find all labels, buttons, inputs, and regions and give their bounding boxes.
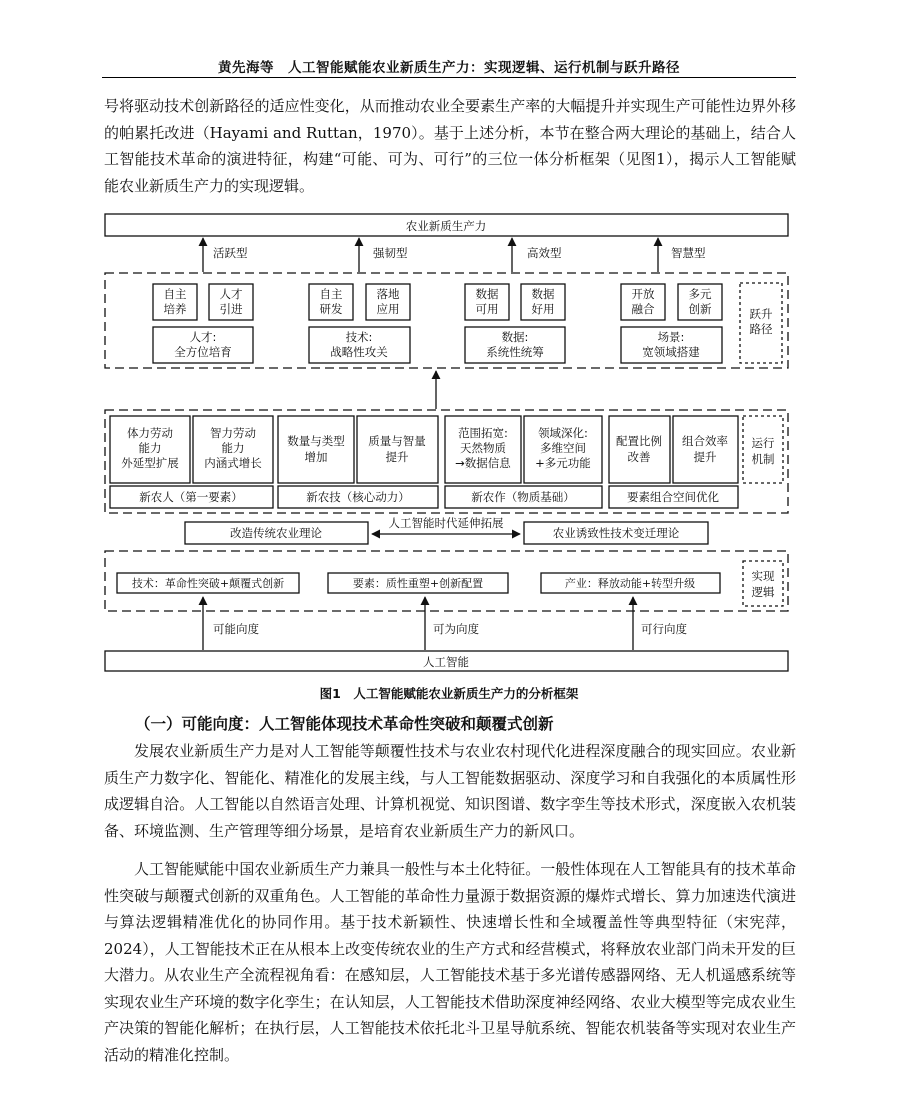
section-heading: （一）可能向度：人工智能体现技术革命性突破和颠覆式创新 bbox=[135, 715, 554, 733]
type-2: 强韧型 bbox=[373, 246, 408, 260]
svg-text:人工智能时代延伸拓展: 人工智能时代延伸拓展 bbox=[388, 516, 504, 530]
svg-text:要素组合空间优化: 要素组合空间优化 bbox=[627, 490, 719, 504]
svg-text:范围拓宽:: 范围拓宽: bbox=[458, 426, 508, 440]
svg-text:农业诱致性技术变迁理论: 农业诱致性技术变迁理论 bbox=[552, 526, 680, 540]
svg-text:数量与类型: 数量与类型 bbox=[287, 434, 345, 448]
svg-text:融合: 融合 bbox=[631, 302, 655, 316]
svg-text:新农人（第一要素）: 新农人（第一要素） bbox=[139, 490, 243, 504]
svg-text:可用: 可用 bbox=[475, 302, 499, 316]
svg-text:能力: 能力 bbox=[221, 441, 245, 455]
svg-text:跃升: 跃升 bbox=[749, 307, 773, 321]
svg-text:宽领域搭建: 宽领域搭建 bbox=[642, 345, 700, 359]
svg-text:要素：质性重塑+创新配置: 要素：质性重塑+创新配置 bbox=[352, 577, 484, 590]
intro-paragraph: 号将驱动技术创新路径的适应性变化，从而推动农业全要素生产率的大幅提升并实现生产可能性边界外移的帕累托改进（Hayami and Ruttan，1970）。基于上述分析，本节在整合两大理论的基础上，结合人工智能技术革命的演进特征，构建“可能、可为、可行”的三位一体分析框架（见图1），揭示人工智能赋能农业新质生产力的实现逻辑。 bbox=[104, 97, 796, 195]
figure-caption: 图1 人工智能赋能农业新质生产力的分析框架 bbox=[319, 686, 579, 701]
svg-text:研发: 研发 bbox=[319, 302, 343, 316]
top-box-label: 农业新质生产力 bbox=[405, 219, 487, 233]
svg-text:运行: 运行 bbox=[751, 436, 775, 450]
running-header: 黄先海等 人工智能赋能农业新质生产力：实现逻辑、运行机制与跃升路径 bbox=[218, 60, 680, 76]
svg-text:开放: 开放 bbox=[631, 287, 655, 301]
svg-text:技术:: 技术: bbox=[345, 330, 373, 344]
svg-text:外延型扩展: 外延型扩展 bbox=[121, 456, 179, 470]
svg-text:战略性攻关: 战略性攻关 bbox=[330, 345, 388, 359]
svg-text:可为向度: 可为向度 bbox=[433, 622, 479, 636]
svg-text:内涵式增长: 内涵式增长 bbox=[204, 456, 262, 470]
svg-text:实现: 实现 bbox=[751, 569, 775, 583]
svg-text:领域深化:: 领域深化: bbox=[538, 426, 588, 440]
svg-text:能力: 能力 bbox=[138, 441, 162, 455]
type-4: 智慧型 bbox=[671, 246, 706, 260]
svg-text:新农作（物质基础）: 新农作（物质基础） bbox=[471, 490, 575, 504]
svg-text:好用: 好用 bbox=[531, 302, 555, 316]
svg-text:多元: 多元 bbox=[688, 287, 712, 301]
body-paragraph-2: 人工智能赋能中国农业新质生产力兼具一般性与本土化特征。一般性体现在人工智能具有的技术革命性突破与颠覆式创新的双重角色。人工智能的革命性力量源于数据资源的爆炸式增长、算力加速迭代演进与算法逻辑精准优化的协同作用。基于技术新颖性、快速增长性和全域覆盖性等典型特征（宋宪萍，2024），人工智能技术正在从根本上改变传统农业的生产方式和经营模式，将释放农业部门尚未开发的巨大潜力。从农业生产全流程视角看：在感知层，人工智能技术基于多光谱传感器网络、无人机遥感系统等实现农业生产环境的数字化孪生；在认知层，人工智能技术借助深度神经网络、农业大模型等完成农业生产决策的智能化解析；在执行层，人工智能技术依托北斗卫星导航系统、智能农机装备等实现对农业生产活动的精准化控制。 bbox=[104, 860, 796, 1064]
svg-text:全方位培育: 全方位培育 bbox=[174, 345, 232, 359]
svg-text:创新: 创新 bbox=[688, 302, 712, 316]
svg-text:产业：释放动能+转型升级: 产业：释放动能+转型升级 bbox=[564, 577, 696, 590]
logic-label-box bbox=[743, 561, 783, 606]
svg-text:多维空间: 多维空间 bbox=[540, 441, 586, 455]
svg-text:可能向度: 可能向度 bbox=[213, 622, 259, 636]
svg-text:质量与智量: 质量与智量 bbox=[368, 434, 426, 448]
svg-text:配置比例: 配置比例 bbox=[616, 434, 662, 448]
svg-text:应用: 应用 bbox=[376, 302, 400, 316]
svg-text:→数据信息: →数据信息 bbox=[455, 456, 511, 470]
body-paragraph-1: 发展农业新质生产力是对人工智能等颠覆性技术与农业农村现代化进程深度融合的现实回应。农业新质生产力数字化、智能化、精准化的发展主线，与人工智能数据驱动、深度学习和自我强化的本质属性形成逻辑自洽。人工智能以自然语言处理、计算机视觉、知识图谱、数字孪生等技术形式，深度嵌入农机装备、环境监测、生产管理等细分场景，是培育农业新质生产力的新风口。 bbox=[104, 742, 796, 840]
svg-text:落地: 落地 bbox=[376, 287, 400, 301]
svg-text:人工智能: 人工智能 bbox=[423, 655, 469, 669]
svg-text:自主: 自主 bbox=[319, 287, 343, 301]
svg-text:机制: 机制 bbox=[751, 452, 775, 466]
type-3: 高效型 bbox=[527, 246, 562, 260]
svg-text:新农技（核心动力）: 新农技（核心动力） bbox=[306, 490, 410, 504]
svg-text:天然物质: 天然物质 bbox=[460, 441, 506, 455]
svg-text:引进: 引进 bbox=[219, 302, 243, 316]
svg-text:智力劳动: 智力劳动 bbox=[210, 426, 256, 440]
svg-text:体力劳动: 体力劳动 bbox=[127, 426, 173, 440]
svg-text:培养: 培养 bbox=[163, 302, 187, 316]
svg-text:自主: 自主 bbox=[163, 287, 187, 301]
svg-text:路径: 路径 bbox=[749, 322, 773, 336]
svg-text:改善: 改善 bbox=[627, 450, 651, 464]
svg-text:场景:: 场景: bbox=[657, 330, 685, 344]
svg-text:组合效率: 组合效率 bbox=[682, 434, 728, 448]
svg-text:数据:: 数据: bbox=[501, 330, 529, 344]
svg-text:提升: 提升 bbox=[693, 450, 717, 464]
svg-text:增加: 增加 bbox=[304, 450, 328, 464]
svg-text:可行向度: 可行向度 bbox=[641, 622, 687, 636]
svg-text:系统性统筹: 系统性统筹 bbox=[486, 345, 544, 359]
svg-text:提升: 提升 bbox=[385, 450, 409, 464]
svg-text:技术：革命性突破+颠覆式创新: 技术：革命性突破+颠覆式创新 bbox=[131, 577, 285, 590]
svg-text:数据: 数据 bbox=[531, 287, 555, 301]
svg-text:人才: 人才 bbox=[219, 287, 243, 301]
type-1: 活跃型 bbox=[213, 246, 248, 260]
svg-text:人才:: 人才: bbox=[189, 330, 217, 344]
svg-text:数据: 数据 bbox=[475, 287, 499, 301]
svg-text:改造传统农业理论: 改造传统农业理论 bbox=[230, 526, 322, 540]
svg-text:逻辑: 逻辑 bbox=[751, 585, 775, 599]
svg-text:+多元功能: +多元功能 bbox=[535, 456, 591, 470]
